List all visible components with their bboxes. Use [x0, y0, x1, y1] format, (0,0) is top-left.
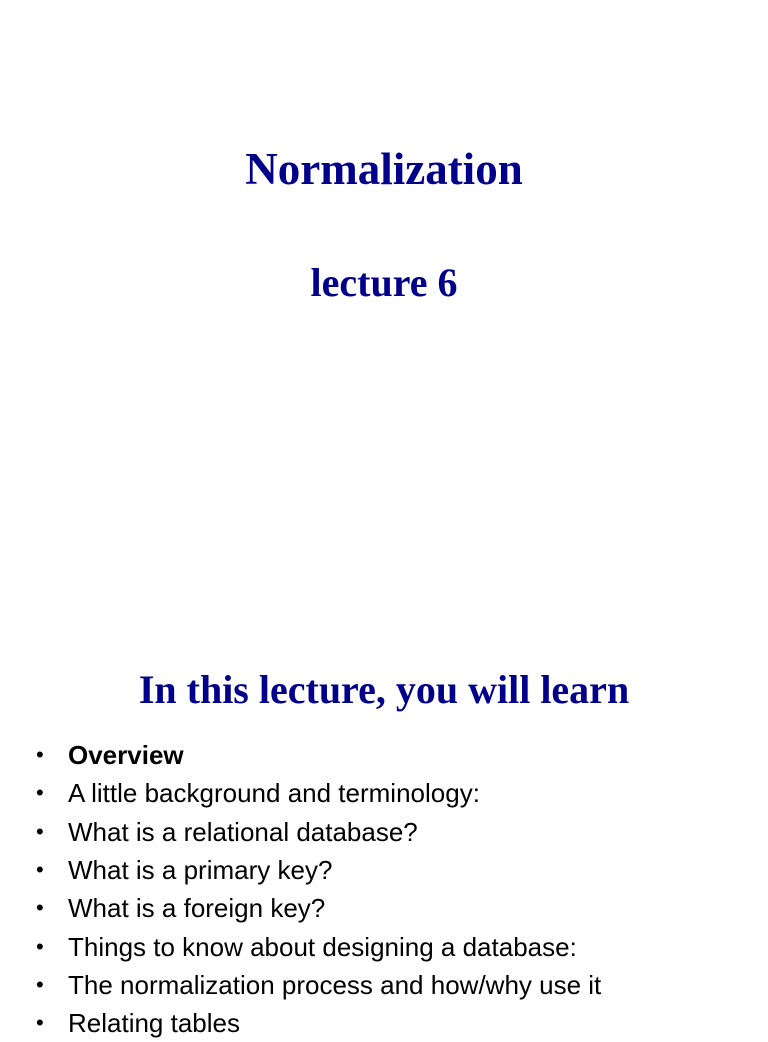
bullet-icon: • [36, 933, 44, 959]
bullet-list [36, 736, 601, 1042]
bullet-item [36, 813, 601, 851]
bullet-item [36, 736, 601, 774]
bullet-icon: • [36, 971, 44, 997]
bullet-text: What is a relational database? [68, 816, 418, 847]
bullet-item [36, 927, 601, 965]
bullet-item [36, 966, 601, 1004]
bullet-icon: • [36, 780, 44, 806]
bullet-text: The normalization process and how/why use it [68, 969, 602, 1000]
bullet-text: What is a primary key? [68, 855, 333, 886]
bullet-item [36, 1004, 601, 1042]
bullet-icon: • [36, 1010, 44, 1036]
bullet-icon: • [36, 818, 44, 844]
slide-title: Normalization [245, 144, 523, 194]
bullet-item [36, 774, 601, 812]
bullet-text: Overview [68, 740, 184, 771]
bullet-text: Relating tables [68, 1008, 240, 1039]
bullet-icon: • [36, 895, 44, 921]
bullet-item [36, 851, 601, 889]
bullet-text: Things to know about designing a database: [68, 931, 577, 962]
bullet-icon: • [36, 857, 44, 883]
slide-subtitle: lecture 6 [310, 260, 458, 305]
bullet-text: A little background and terminology: [68, 778, 480, 809]
overview-slide [0, 595, 768, 1039]
slide-heading: In this lecture, you will learn [138, 667, 630, 712]
bullet-text: What is a foreign key? [68, 893, 326, 924]
bullet-icon: • [36, 742, 44, 768]
bullet-item [36, 889, 601, 927]
